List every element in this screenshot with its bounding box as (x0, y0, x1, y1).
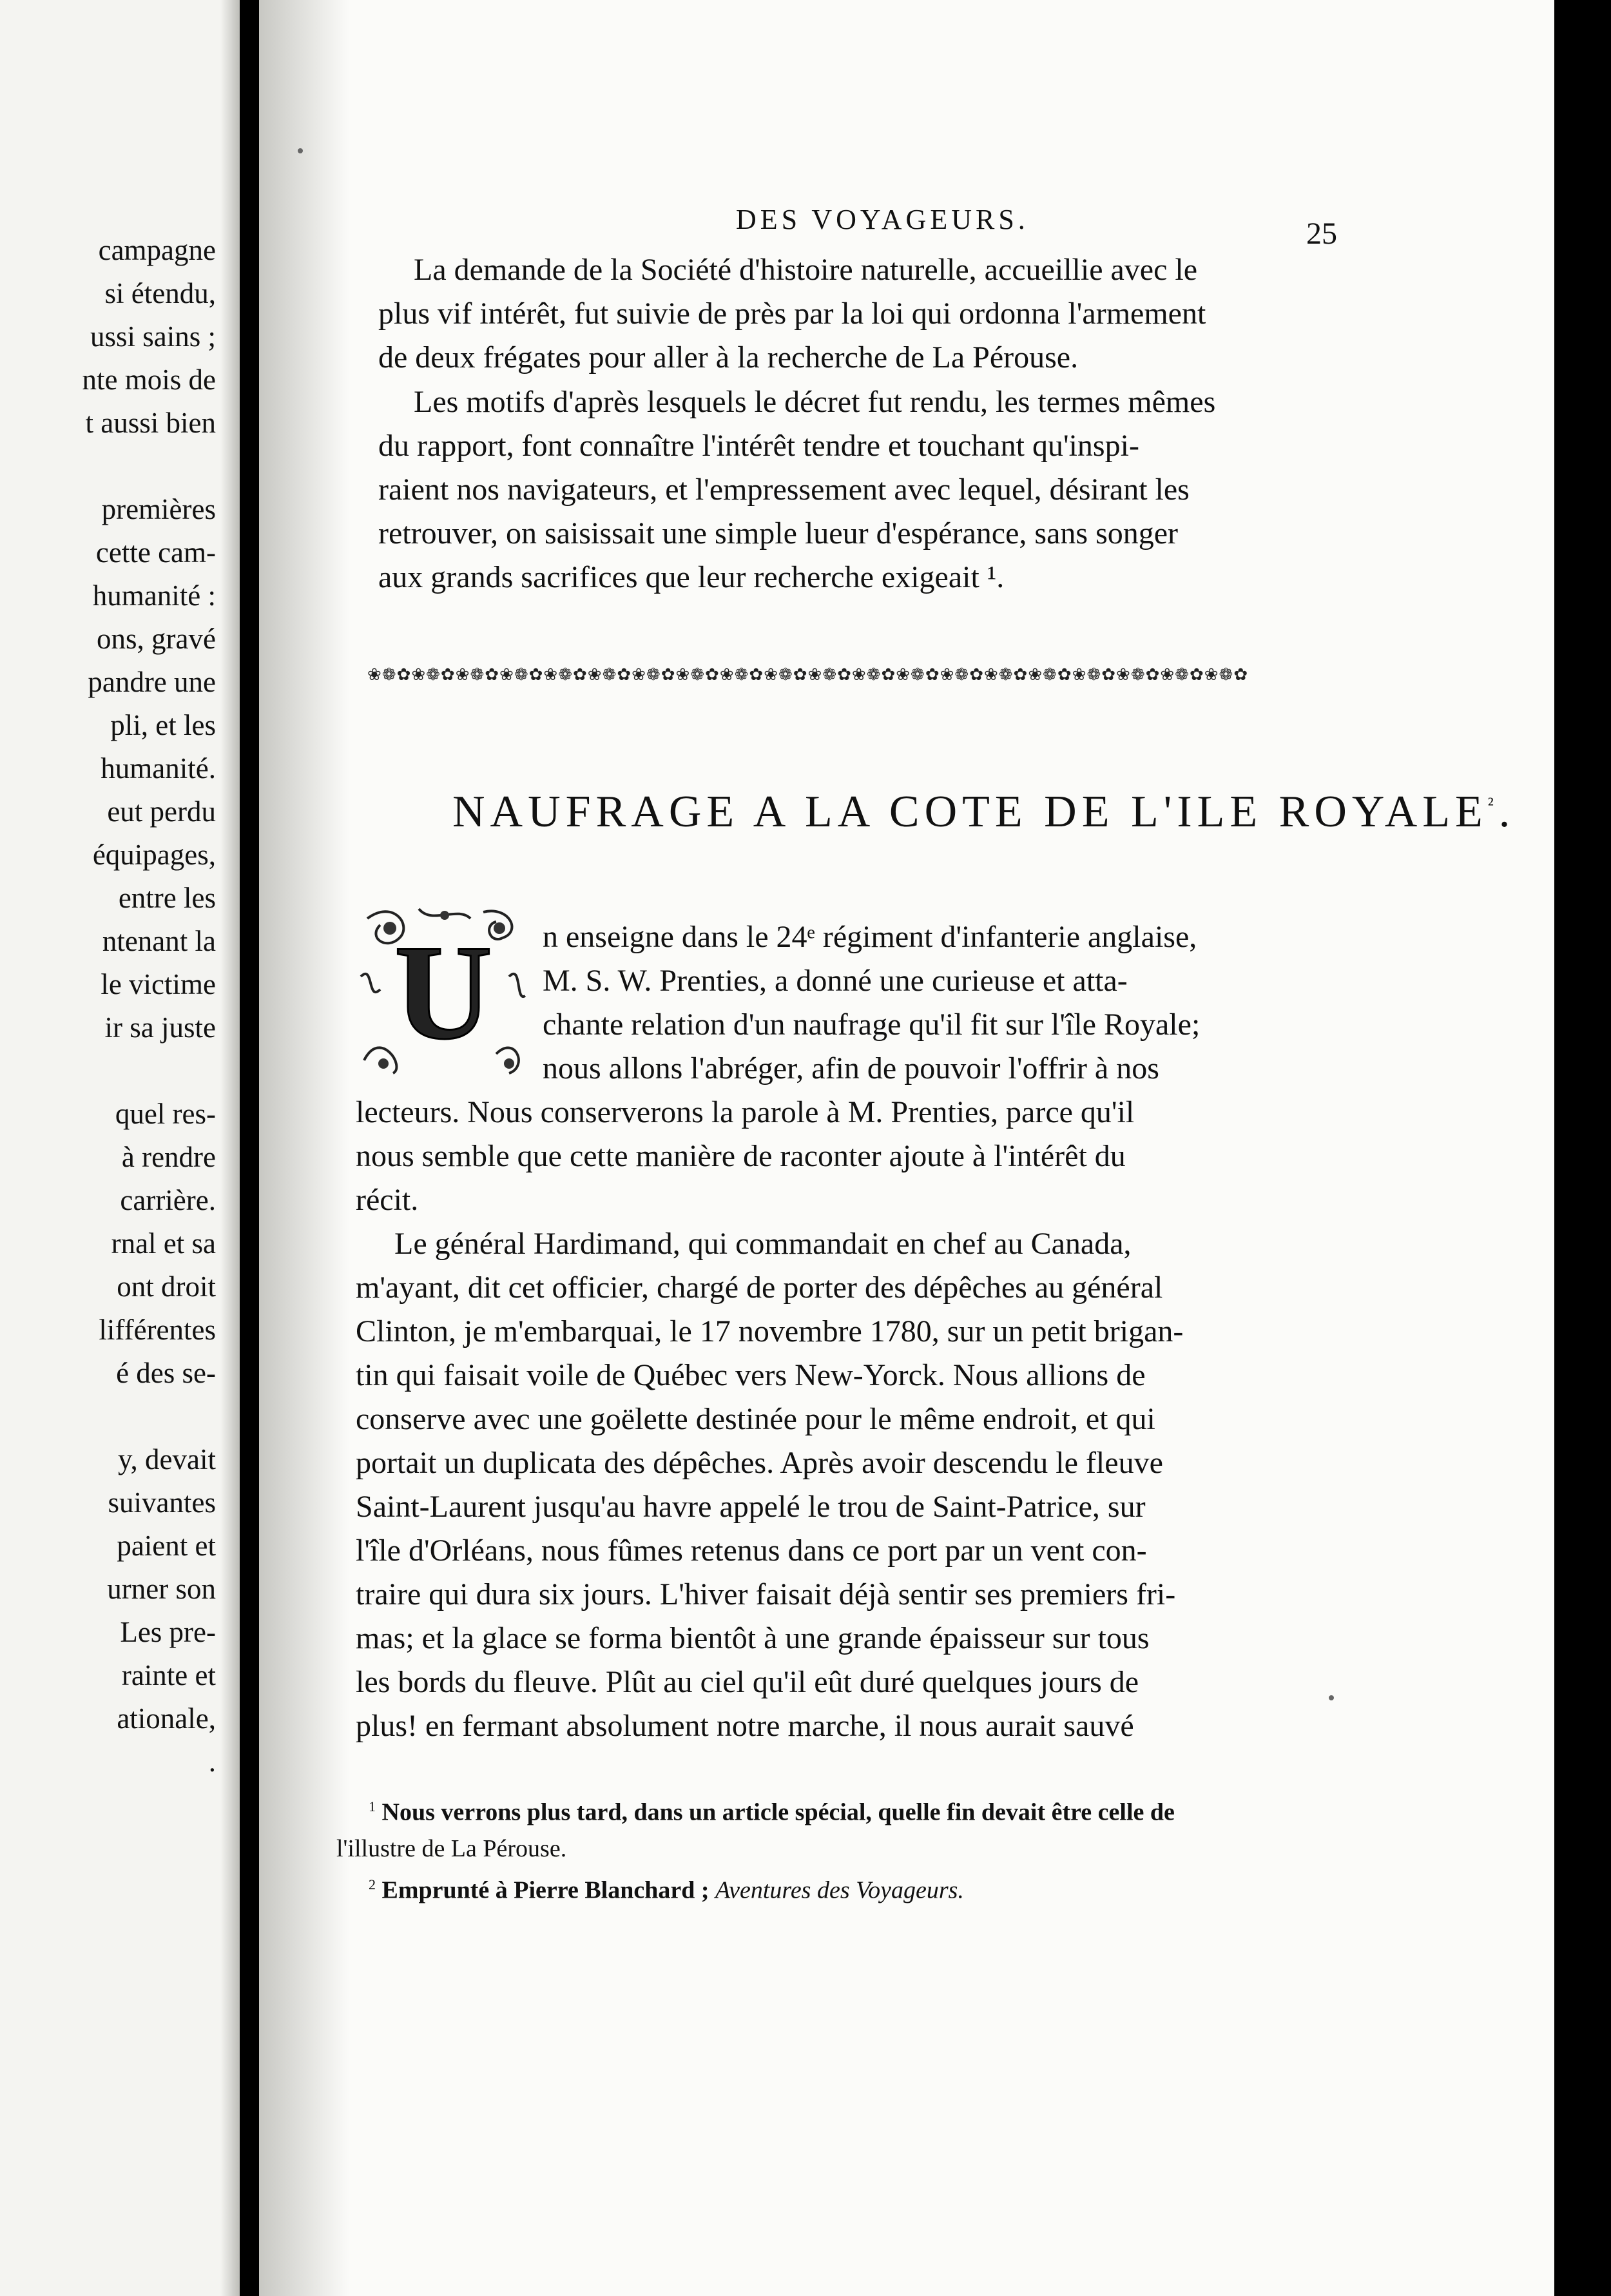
left-line: si étendu, (104, 277, 216, 309)
footnote-1-text: Nous verrons plus tard, dans un article spécial, quelle fin devait être celle de (381, 1798, 1175, 1826)
footnote-2-title: Aventures des Voyageurs. (715, 1876, 964, 1904)
text-line: les bords du fleuve. Plût au ciel qu'il eût duré quelques jours de (356, 1665, 1139, 1699)
left-line: ationale, (117, 1702, 216, 1735)
left-line: pli, et les (110, 709, 216, 741)
book-spine-gap (240, 0, 259, 2296)
text-line: nous semble que cette manière de raconter ajoute à l'intérêt du (356, 1139, 1126, 1173)
left-line: eut perdu (107, 795, 216, 828)
left-line: Les pre- (120, 1616, 216, 1648)
text-line: de deux frégates pour aller à la recherche de La Pérouse. (378, 340, 1079, 375)
text-line: récit. (356, 1183, 419, 1217)
text-line: portait un duplicata des dépêches. Après avoir descendu le fleuve (356, 1446, 1163, 1480)
left-line: . (208, 1746, 216, 1778)
text-line: plus! en fermant absolument notre marche, il nous aurait sauvé (356, 1709, 1134, 1743)
left-line: quel res- (115, 1098, 216, 1130)
left-line (0, 1049, 216, 1093)
left-line: urner son (107, 1573, 216, 1605)
decorative-dropcap-u (354, 899, 532, 1080)
page-speck (298, 148, 303, 153)
text-line: retrouver, on saisissait une simple lueur d'espérance, sans songer (378, 516, 1179, 550)
text-line: du rapport, font connaître l'intérêt tendre et touchant qu'inspi- (378, 429, 1139, 463)
footnote-2-text: Emprunté à Pierre Blanchard ; (381, 1876, 709, 1904)
footnote-2 (336, 1867, 1561, 1909)
text-line: chante relation d'un naufrage qu'il fit sur l'île Royale; (543, 1007, 1201, 1042)
left-line: entre les (118, 882, 216, 914)
right-page-gutter-shadow (259, 0, 349, 2296)
left-line: ir sa juste (104, 1011, 216, 1044)
text-line: mas; et la glace se forma bientôt à une grande épaisseur sur tous (356, 1621, 1150, 1655)
text-line: M. S. W. Prenties, a donné une curieuse et atta- (543, 964, 1128, 998)
left-line: t aussi bien (85, 407, 216, 439)
left-line: rnal et sa (111, 1227, 216, 1260)
paragraph-3-indented (543, 915, 1587, 1091)
footnote-2-mark: 2 (369, 1876, 376, 1892)
text-line: lecteurs. Nous conserverons la parole à M. Prenties, parce qu'il (356, 1095, 1135, 1129)
text-line: conserve avec une goëlette destinée pour le même endroit, et qui (356, 1402, 1155, 1436)
left-line: y, devait (117, 1443, 216, 1475)
text-line: l'île d'Orléans, nous fûmes retenus dans ce port par un vent con- (356, 1533, 1147, 1568)
left-line: le victime (101, 968, 216, 1000)
paragraph-3-full (356, 1091, 1580, 1222)
footnote-1-continued: l'illustre de La Pérouse. (336, 1834, 567, 1862)
right-page (259, 0, 1554, 2296)
left-line: ont droit (117, 1270, 216, 1303)
left-line: paient et (117, 1530, 216, 1562)
left-line: cette cam- (95, 536, 216, 569)
text-line: traire qui dura six jours. L'hiver faisait déjà sentir ses premiers fri- (356, 1577, 1176, 1611)
left-line: ons, gravé (97, 623, 216, 655)
text-line: Le général Hardimand, qui commandait en chef au Canada, (394, 1227, 1132, 1261)
left-line: pandre une (88, 666, 216, 698)
left-page-text (0, 229, 216, 1784)
paragraph-2 (378, 380, 1587, 599)
text-line: n enseigne dans le 24ᵉ régiment d'infanterie anglaise, (543, 920, 1197, 954)
text-line: nous allons l'abréger, afin de pouvoir l'offrir à nos (543, 1051, 1159, 1085)
scan-border (1554, 0, 1611, 2296)
text-line: m'ayant, dit cet officier, chargé de porter des dépêches au général (356, 1270, 1163, 1305)
text-line: tin qui faisait voile de Québec vers New-Yorck. Nous allions de (356, 1358, 1146, 1392)
footnote-1 (336, 1789, 1561, 1831)
left-line: humanité : (92, 579, 216, 612)
dropcap-letter: U (394, 918, 492, 1067)
paragraph-1 (378, 248, 1587, 380)
left-line: suivantes (108, 1486, 216, 1519)
left-line: rainte et (121, 1659, 216, 1691)
left-line: campagne (98, 234, 216, 266)
text-line: Saint-Laurent jusqu'au havre appelé le trou de Saint-Patrice, sur (356, 1490, 1146, 1524)
left-line (0, 445, 216, 488)
text-line: raient nos navigateurs, et l'empressement avec lequel, désirant les (378, 472, 1190, 507)
text-line: Clinton, je m'embarquai, le 17 novembre 1780, sur un petit brigan- (356, 1314, 1184, 1348)
footnote-1-mark: 1 (369, 1798, 376, 1814)
ornament-pattern: ❀❁✿❀❁✿❀❁✿❀❁✿❀❁✿❀❁✿❀❁✿❀❁✿❀❁✿❀❁✿❀❁✿❀❁✿❀❁✿❀❁✿❀❁✿❀❁✿❀❁✿❀❁✿❀❁✿❀❁✿ (367, 665, 1249, 684)
page-speck (1329, 1695, 1334, 1700)
left-line: lifférentes (99, 1314, 216, 1346)
left-line: ntenant la (102, 925, 216, 957)
left-line: carrière. (120, 1184, 216, 1216)
left-line: ussi sains ; (90, 320, 216, 353)
running-head: DES VOYAGEURS. (736, 204, 1029, 235)
chapter-title-text: NAUFRAGE A LA COTE DE L'ILE ROYALE (452, 787, 1488, 837)
left-page-gutter-shadow (220, 0, 240, 2296)
left-line: premières (101, 493, 216, 525)
left-line: à rendre (121, 1141, 216, 1173)
chapter-title-period: . (1498, 787, 1516, 837)
chapter-title (452, 786, 1516, 838)
page-number: 25 (1306, 217, 1337, 251)
left-line: é des se- (116, 1357, 216, 1389)
text-line: aux grands sacrifices que leur recherche exigeait ¹. (378, 560, 1005, 594)
left-line: équipages, (92, 839, 216, 871)
chapter-title-footnote-mark: ² (1487, 793, 1499, 815)
footnotes (336, 1789, 1561, 1908)
text-line: Les motifs d'après lesquels le décret fut rendu, les termes mêmes (414, 385, 1216, 419)
left-line (0, 1395, 216, 1438)
text-line: plus vif intérêt, fut suivie de près par la loi qui ordonna l'armement (378, 297, 1206, 331)
text-line: La demande de la Société d'histoire naturelle, accueillie avec le (414, 253, 1198, 287)
paragraph-4 (356, 1222, 1580, 1748)
left-line: humanité. (101, 752, 216, 784)
left-page (0, 0, 240, 2296)
ornamental-divider (367, 664, 1582, 686)
left-line: nte mois de (82, 364, 216, 396)
